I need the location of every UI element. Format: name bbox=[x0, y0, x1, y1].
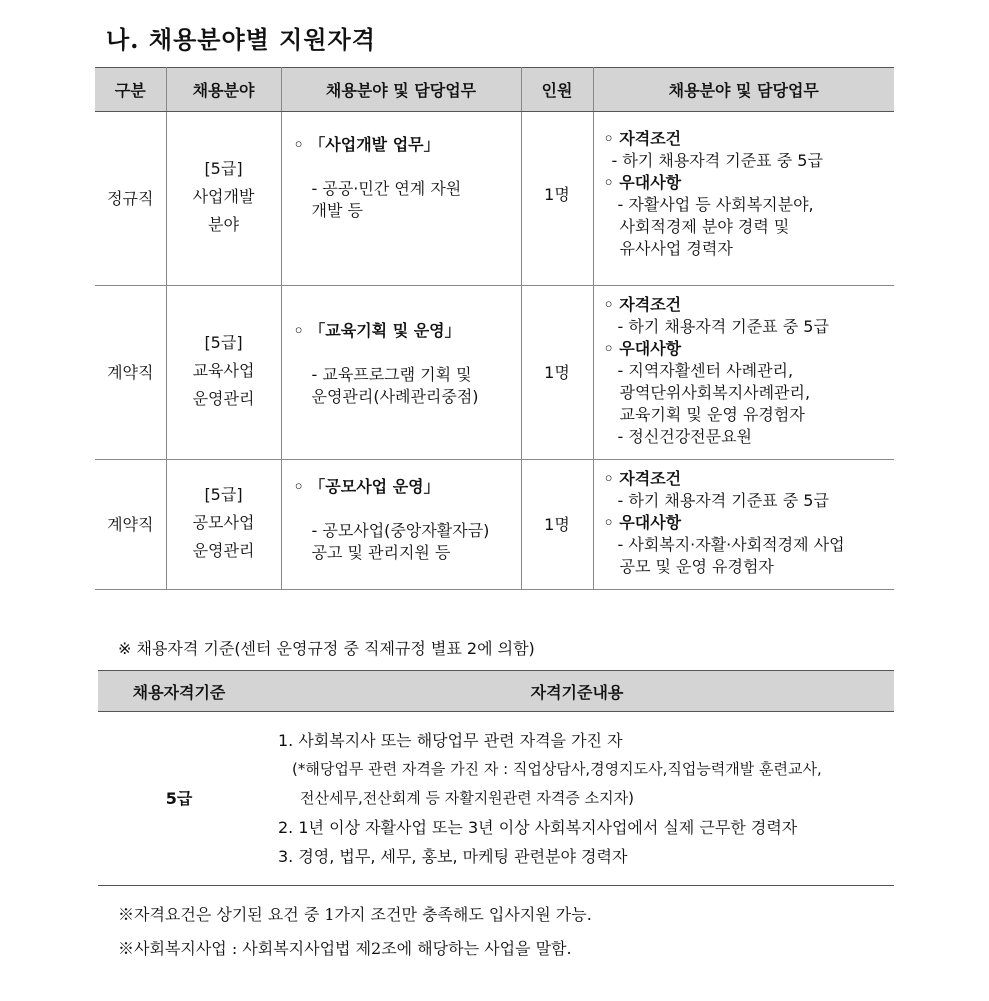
table-row bbox=[95, 112, 894, 286]
qualification-line: - 하기 채용자격 기준표 중 5급 bbox=[617, 317, 829, 336]
field-name: 사업개발 bbox=[192, 186, 255, 206]
preference-label: ◦ 우대사항 bbox=[603, 513, 682, 532]
qualification-label: ◦ 자격조건 bbox=[603, 295, 682, 314]
standard-line: 3. 경영, 법무, 세무, 홍보, 마케팅 관련분야 경력자 bbox=[278, 847, 628, 866]
duties-cell bbox=[281, 112, 521, 286]
duty-line: 운영관리(사례관리중점) bbox=[311, 387, 479, 406]
footnote: ※자격요건은 상기된 요건 중 1가지 조건만 충족해도 입사지원 가능. bbox=[118, 905, 592, 924]
field-grade: [5급] bbox=[204, 332, 243, 352]
duty-line: - 교육프로그램 기획 및 bbox=[311, 365, 472, 384]
duty-line: 공고 및 관리지원 등 bbox=[311, 543, 451, 562]
standard-line: 2. 1년 이상 자활사업 또는 3년 이상 사회복지사업에서 실제 근무한 경력자 bbox=[278, 818, 798, 837]
footnote: ※사회복지사업 : 사회복지사업법 제2조에 해당하는 사업을 말함. bbox=[118, 939, 572, 958]
standard-line: (*해당업무 관련 자격을 가진 자 : 직업상담사,경영지도사,직업능력개발 훈련교사, bbox=[292, 760, 822, 778]
header-standard: 채용자격기준 bbox=[98, 671, 260, 712]
field-grade: [5급] bbox=[204, 484, 243, 504]
employment-type: 정규직 bbox=[95, 112, 166, 286]
employment-type: 계약직 bbox=[95, 460, 166, 590]
duties-cell bbox=[281, 460, 521, 590]
duty-description bbox=[282, 498, 521, 564]
header-duties: 채용분야 및 담당업무 bbox=[281, 68, 521, 112]
standard-line: 전산세무,전산회계 등 자활지원관련 자격증 소지자) bbox=[300, 789, 634, 807]
preference-line: - 지역자활센터 사례관리, bbox=[617, 361, 794, 380]
duties-cell bbox=[281, 286, 521, 460]
headcount: 1명 bbox=[521, 112, 593, 286]
header-content: 자격기준내용 bbox=[260, 671, 894, 712]
table-row bbox=[95, 460, 894, 590]
qualifications-cell bbox=[593, 112, 894, 286]
field-name: 교육사업 bbox=[192, 360, 255, 380]
footnotes bbox=[118, 898, 592, 966]
preference-line: 광역단위사회복지사례관리, bbox=[619, 383, 811, 402]
duty-description bbox=[282, 342, 521, 408]
employment-type: 계약직 bbox=[95, 286, 166, 460]
duty-title: ◦ 「교육기획 및 운영」 bbox=[293, 321, 461, 340]
standard-note: ※ 채용자격 기준(센터 운영규정 중 직제규정 별표 2에 의함) bbox=[118, 639, 535, 658]
table-row bbox=[98, 712, 894, 886]
duty-title: ◦ 「공모사업 운영」 bbox=[293, 477, 440, 496]
duty-line: - 공모사업(중앙자활자금) bbox=[311, 521, 490, 540]
duty-line: 개발 등 bbox=[311, 201, 363, 220]
field-cell bbox=[166, 460, 281, 590]
preference-label: ◦ 우대사항 bbox=[603, 173, 682, 192]
preference-label: ◦ 우대사항 bbox=[603, 339, 682, 358]
headcount: 1명 bbox=[521, 286, 593, 460]
preference-line: 공모 및 운영 유경험자 bbox=[619, 557, 774, 576]
recruitment-fields-table bbox=[95, 67, 894, 590]
duty-line: - 공공·민간 연계 자원 bbox=[311, 179, 462, 198]
header-headcount: 인원 bbox=[521, 68, 593, 112]
qualification-line: - 하기 채용자격 기준표 중 5급 bbox=[617, 491, 829, 510]
section-title: 나. 채용분야별 지원자격 bbox=[106, 25, 376, 54]
qualification-label: ◦ 자격조건 bbox=[603, 129, 682, 148]
table-header-row bbox=[98, 671, 894, 712]
preference-line: 교육기획 및 운영 유경험자 bbox=[619, 405, 805, 424]
field-cell bbox=[166, 112, 281, 286]
table-row bbox=[95, 286, 894, 460]
qualification-label: ◦ 자격조건 bbox=[603, 469, 682, 488]
headcount: 1명 bbox=[521, 460, 593, 590]
field-cell bbox=[166, 286, 281, 460]
preference-line: - 자활사업 등 사회복지분야, bbox=[617, 195, 814, 214]
preference-line: 사회적경제 분야 경력 및 bbox=[619, 217, 790, 236]
field-grade: [5급] bbox=[204, 158, 243, 178]
qualifications-cell bbox=[593, 460, 894, 590]
field-name: 분야 bbox=[208, 214, 239, 234]
qualification-standard-table bbox=[98, 670, 894, 886]
standard-content bbox=[260, 712, 894, 886]
preference-line: - 정신건강전문요원 bbox=[617, 427, 753, 446]
preference-line: 유사사업 경력자 bbox=[619, 239, 733, 258]
field-name: 공모사업 bbox=[192, 512, 255, 532]
header-field: 채용분야 bbox=[166, 68, 281, 112]
qualifications-cell bbox=[593, 286, 894, 460]
preference-line: - 사회복지·자활·사회적경제 사업 bbox=[617, 535, 845, 554]
duty-description bbox=[282, 156, 521, 222]
standard-line: 1. 사회복지사 또는 해당업무 관련 자격을 가진 자 bbox=[278, 731, 623, 750]
field-name: 운영관리 bbox=[192, 388, 255, 408]
grade-cell: 5급 bbox=[98, 712, 260, 886]
duty-title: ◦ 「사업개발 업무」 bbox=[293, 135, 440, 154]
table-header-row bbox=[95, 68, 894, 112]
field-name: 운영관리 bbox=[192, 540, 255, 560]
qualification-line: - 하기 채용자격 기준표 중 5급 bbox=[611, 151, 823, 170]
header-category: 구분 bbox=[95, 68, 166, 112]
header-qualifications: 채용분야 및 담당업무 bbox=[593, 68, 894, 112]
